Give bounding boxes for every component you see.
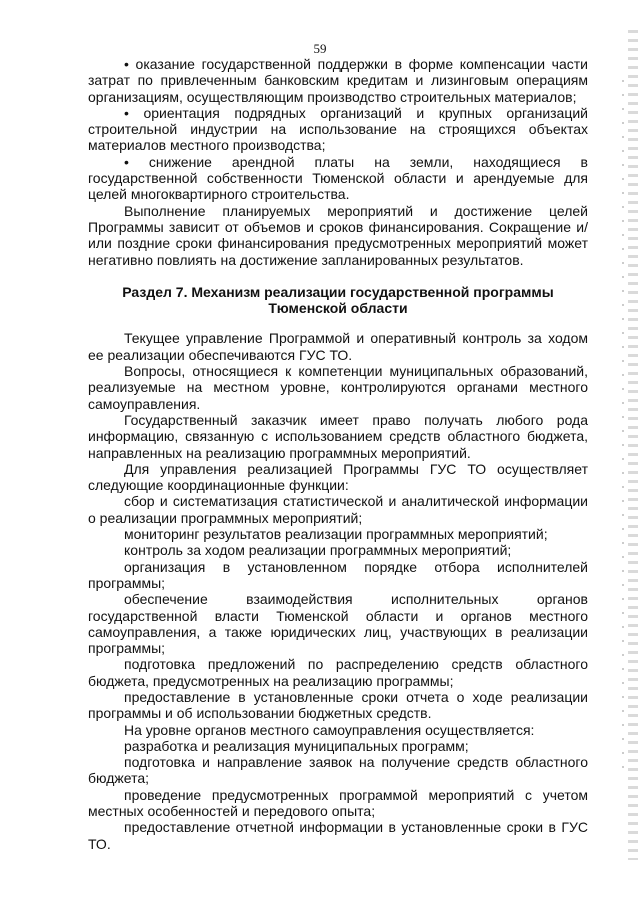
function-item: подготовка предложений по распределению средств областного бюджета, предусмотренных на реализацию программы; [88, 656, 588, 689]
function-item: контроль за ходом реализации программных мероприятий; [124, 542, 512, 559]
body-paragraph: Текущее управление Программой и оперативный контроль за ходом ее реализации обеспечиваются ГУС ТО. [88, 330, 588, 363]
bullet-paragraph: • ориентация подрядных организаций и крупных организаций строительной индустрии на использование на строящихся объектах материалов местного производства; [88, 104, 588, 154]
function-item: проведение предусмотренных программой мероприятий с учетом местных особенностей и передового опыта; [88, 786, 588, 820]
function-item: предоставление отчетной информации в установленные сроки в ГУС ТО. [88, 819, 588, 852]
function-item: организация в установленном порядке отбора исполнителей программы; [88, 558, 588, 591]
function-item: предоставление в установленные сроки отчета о ходе реализации программы и об использовании бюджетных средств. [88, 688, 588, 722]
function-item: обеспечение взаимодействия исполнительных органов государственной власти Тюменской области и органов местного самоуправления, а также юридических лиц, участвующих в реализации программы; [88, 591, 588, 657]
document-body [88, 56, 588, 852]
bullet-paragraph: • снижение арендной платы на земли, находящиеся в государственной собственности Тюменской области и арендуемые для целей многоквартирного строительства. [88, 153, 588, 203]
body-paragraph: Выполнение планируемых мероприятий и достижение целей Программы зависит от объемов и сроков финансирования. Сокращение и/или поздние сроки финансирования предусмотренных мероприятий может негативно повлиять на достижение запланированных результатов. [88, 202, 588, 268]
body-paragraph: Для управления реализацией Программы ГУС ТО осуществляет следующие координационные функции: [88, 460, 588, 494]
function-item: разработка и реализация муниципальных программ; [124, 737, 469, 754]
body-paragraph: Вопросы, относящиеся к компетенции муниципальных образований, реализуемые на местном уровне, контролируются органами местного самоуправления. [88, 363, 588, 412]
body-paragraph: Государственный заказчик имеет право получать любого рода информацию, связанную с использованием средств областного бюджета, направленных на реализацию программных мероприятий. [88, 411, 588, 461]
function-item: мониторинг результатов реализации программных мероприятий; [124, 526, 548, 543]
bullet-paragraph: • оказание государственной поддержки в форме компенсации части затрат по привлеченным банковским кредитам и лизинговым операциям организациям, осуществляющим производство строительных материалов; [88, 56, 588, 105]
function-item: подготовка и направление заявок на получение средств областного бюджета; [88, 754, 588, 787]
scan-artifact [622, 80, 624, 780]
function-item: сбор и систематизация статистической и аналитической информации о реализации программных мероприятий; [88, 493, 588, 526]
body-paragraph: На уровне органов местного самоуправления осуществляется: [124, 721, 535, 738]
section-heading: Раздел 7. Механизм реализации государственной программы Тюменской области [122, 283, 554, 317]
page-number: 59 [313, 41, 327, 56]
scan-artifact [628, 30, 638, 860]
